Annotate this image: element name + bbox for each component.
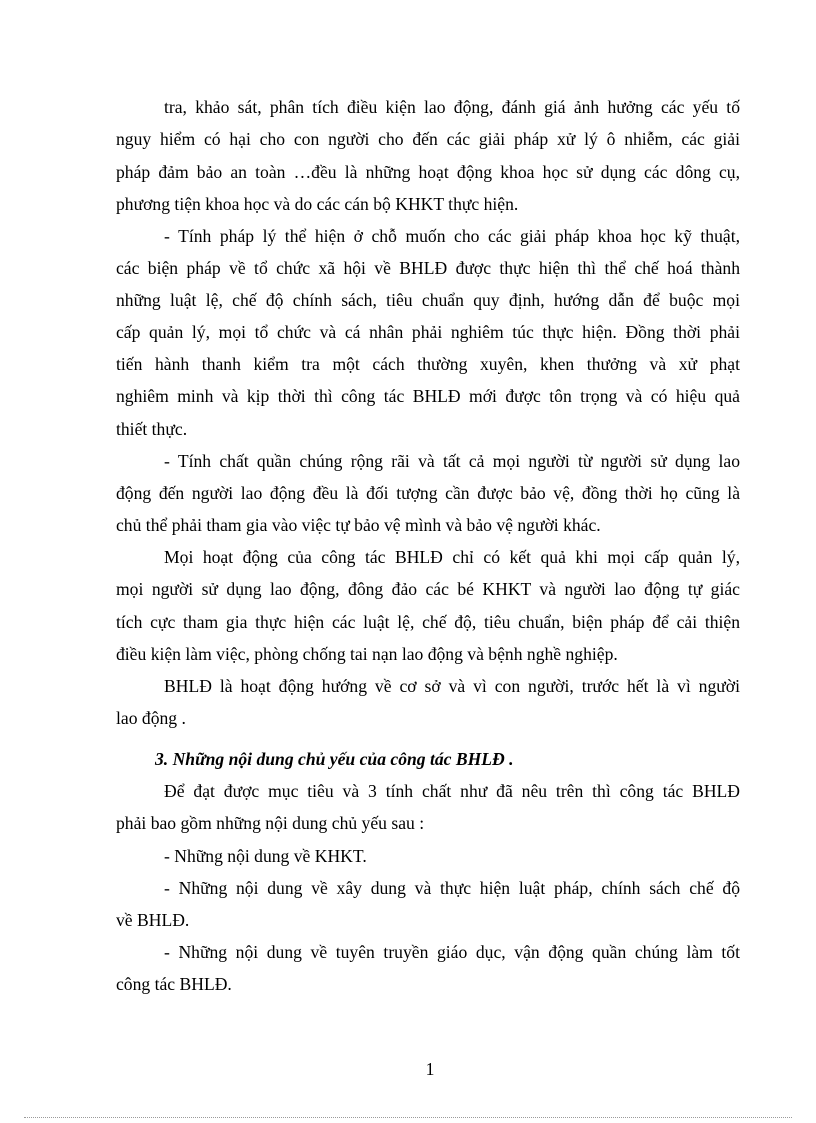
text-line: những luật lệ, chế độ chính sách, tiêu chuẩn quy định, hướng dẫn để buộc mọi <box>116 290 740 310</box>
text-line: pháp đảm bảo an toàn …đều là những hoạt động khoa học sử dụng các dông cụ, <box>116 162 740 182</box>
text-line: - Tính pháp lý thể hiện ở chỗ muốn cho các giải pháp khoa học kỹ thuật, <box>164 226 740 246</box>
text-line: phải bao gồm những nội dung chủ yếu sau : <box>116 813 425 833</box>
text-line: lao động . <box>116 708 186 728</box>
footer-divider <box>24 1117 792 1118</box>
text-line: - Những nội dung về xây dung và thực hiện luật pháp, chính sách chế độ <box>164 878 740 898</box>
text-line: nguy hiểm có hại cho con người cho đến các giải pháp xử lý ô nhiễm, các giải <box>116 129 740 149</box>
text-line: công tác BHLĐ. <box>116 974 232 994</box>
text-line: các biện pháp về tổ chức xã hội về BHLĐ được thực hiện thì thể chế hoá thành <box>116 258 740 278</box>
text-line: - Tính chất quần chúng rộng rãi và tất cả mọi người từ người sử dụng lao <box>164 451 740 471</box>
text-line: động đến người lao động đều là đối tượng cần được bảo vệ, đồng thời họ cũng là <box>116 483 740 503</box>
text-line: mọi người sử dụng lao động, đông đảo các bé KHKT và người lao động tự giác <box>116 579 740 599</box>
text-line: cấp quản lý, mọi tổ chức và cá nhân phải nghiêm túc thực hiện. Đồng thời phải <box>116 322 740 342</box>
text-line: thiết thực. <box>116 419 188 439</box>
page-number: 1 <box>425 1059 435 1079</box>
text-line: tra, khảo sát, phân tích điều kiện lao động, đánh giá ảnh hưởng các yếu tố <box>164 97 740 117</box>
text-line: tích cực tham gia thực hiện các luật lệ, chế độ, tiêu chuẩn, biện pháp để cải thiện <box>116 612 740 632</box>
text-line: chủ thể phải tham gia vào việc tự bảo vệ mình và bảo vệ người khác. <box>116 515 601 535</box>
text-line: nghiêm minh và kịp thời thì công tác BHLĐ mới được tôn trọng và có hiệu quả <box>116 386 740 406</box>
text-line: - Những nội dung về tuyên truyền giáo dục, vận động quần chúng làm tốt <box>164 942 740 962</box>
text-line: Mọi hoạt động của công tác BHLĐ chỉ có kết quả khi mọi cấp quản lý, <box>164 547 740 567</box>
text-line: tiến hành thanh kiểm tra một cách thường xuyên, khen thưởng và xử phạt <box>116 354 740 374</box>
text-line: điều kiện làm việc, phòng chống tai nạn lao động và bệnh nghề nghiệp. <box>116 644 618 664</box>
text-line: Để đạt được mục tiêu và 3 tính chất như đã nêu trên thì công tác BHLĐ <box>164 781 740 801</box>
text-line: - Những nội dung về KHKT. <box>164 846 367 866</box>
text-line: về BHLĐ. <box>116 910 190 930</box>
text-line: BHLĐ là hoạt động hướng về cơ sở và vì con người, trước hết là vì người <box>164 676 740 696</box>
section-heading: 3. Những nội dung chủ yếu của công tác BHLĐ . <box>155 749 514 769</box>
text-line: phương tiện khoa học và do các cán bộ KHKT thực hiện. <box>116 194 519 214</box>
